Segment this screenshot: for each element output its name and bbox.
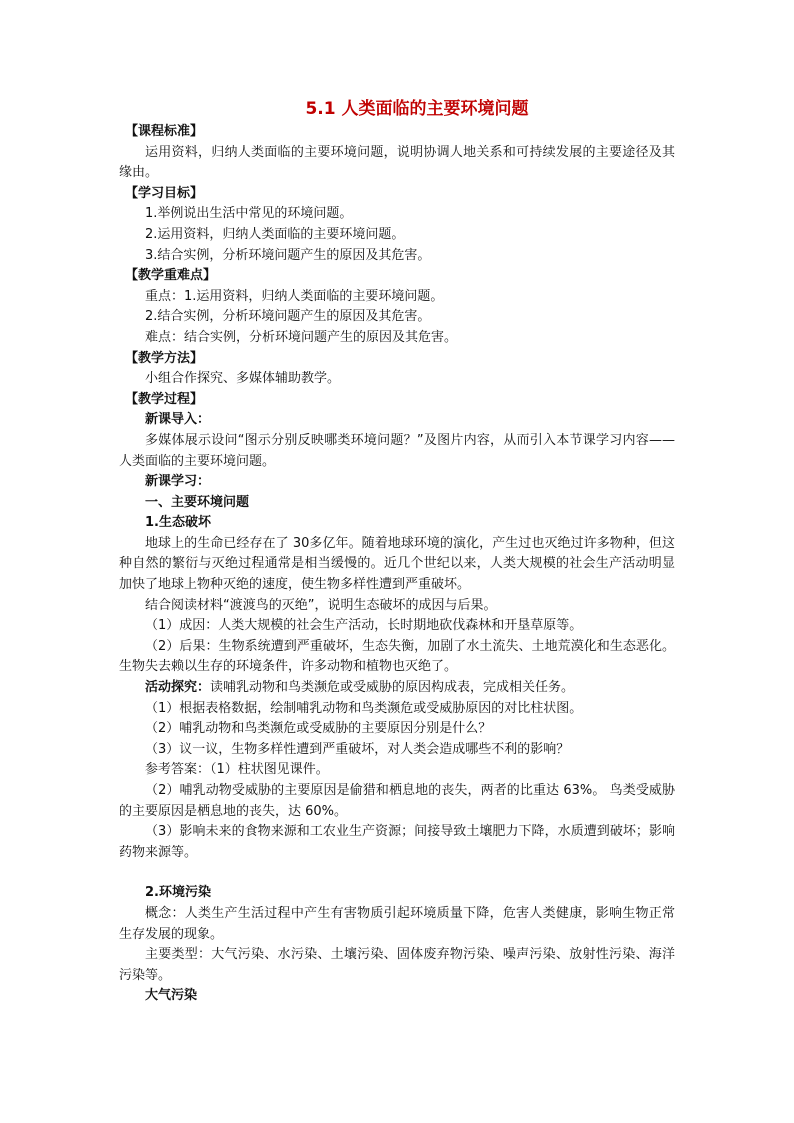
question-3: （3）议一议，生物多样性遭到严重破坏，对人类会造成哪些不利的影响？ bbox=[145, 741, 570, 757]
key-heading: 【教学重难点】 bbox=[125, 268, 217, 284]
new-lesson-label: 新课学习： bbox=[145, 474, 211, 490]
goals-heading: 【学习目标】 bbox=[125, 185, 204, 201]
answer-1: 参考答案：（1）柱状图见课件。 bbox=[145, 762, 329, 778]
air-pollution-heading: 大气污染 bbox=[145, 988, 198, 1004]
types-text: 主要类型：大气污染、水污染、土壤污染、固体废弃物污染、噪声污染、放射性污染、海洋污染等。 bbox=[119, 947, 675, 983]
activity-text: 读哺乳动物和鸟类濒危或受威胁的原因构成表，完成相关任务。 bbox=[210, 680, 575, 696]
activity-label: 活动探究： bbox=[145, 680, 211, 696]
goal-1: 1.举例说出生活中常见的环境问题。 bbox=[145, 206, 353, 222]
paragraph-1: 地球上的生命已经存在了 30多亿年。随着地球环境的演化，产生过也灭绝过许多物种，但这种自然的繁衍与灭绝过程通常是相当缓慢的。近几个世纪以来，人类大规模的社会生产活动明显加快了地球上物种灭绝的速度，使生物多样性遭到严重破坏。 bbox=[119, 535, 675, 593]
standard-text: 运用资料，归纳人类面临的主要环境问题，说明协调人地关系和可持续发展的主要途径及其缘由。 bbox=[119, 144, 675, 181]
sub-2-heading: 2.环境污染 bbox=[145, 885, 211, 901]
goal-3: 3.结合实例，分析环境问题产生的原因及其危害。 bbox=[145, 247, 431, 263]
standard-heading: 【课程标准】 bbox=[125, 124, 204, 139]
method-heading: 【教学方法】 bbox=[125, 350, 204, 366]
difficult-point: 难点：结合实例，分析环境问题产生的原因及其危害。 bbox=[145, 329, 458, 345]
key-point-1: 重点：1.运用资料，归纳人类面临的主要环境问题。 bbox=[145, 288, 444, 304]
cause-text: （1）成因：人类大规模的社会生产活动，长时期地砍伐森林和开垦草原等。 bbox=[145, 618, 583, 634]
blank-line bbox=[119, 863, 675, 883]
sub-1-heading: 1.生态破坏 bbox=[145, 515, 211, 531]
concept-text: 概念：人类生产生活过程中产生有害物质引起环境质量下降，危害人类健康，影响生物正常生存发展的现象。 bbox=[119, 905, 675, 942]
answer-2: （2）哺乳动物受威胁的主要原因是偷猎和栖息地的丧失，两者的比重达 63%。 鸟类受威胁的主要原因是栖息地的丧失，达 60%。 bbox=[119, 783, 675, 819]
activity-line bbox=[119, 678, 675, 699]
paragraph-2: 结合阅读材料“渡渡鸟的灭绝”，说明生态破坏的成因与后果。 bbox=[145, 597, 497, 613]
answer-3: （3）影响未来的食物来源和工农业生产资源；间接导致土壤肥力下降，水质遭到破坏；影响药物来源等。 bbox=[119, 824, 675, 860]
process-heading: 【教学过程】 bbox=[125, 391, 204, 407]
document-page bbox=[119, 98, 675, 1007]
consequence-text: （2）后果：生物系统遭到严重破坏，生态失衡，加剧了水土流失、土地荒漠化和生态恶化。生物失去赖以生存的环境条件，许多动物和植物也灭绝了。 bbox=[119, 638, 675, 675]
question-2: （2）哺乳动物和鸟类濒危或受威胁的主要原因分别是什么？ bbox=[145, 721, 492, 737]
method-text: 小组合作探究、多媒体辅助教学。 bbox=[145, 371, 341, 387]
intro-text: 多媒体展示设问“图示分别反映哪类环境问题？”及图片内容，从而引入本节课学习内容——人类面临的主要环境问题。 bbox=[119, 432, 675, 469]
goal-2: 2.运用资料，归纳人类面临的主要环境问题。 bbox=[145, 226, 405, 242]
intro-label: 新课导入： bbox=[145, 412, 211, 428]
key-point-2: 2.结合实例，分析环境问题产生的原因及其危害。 bbox=[145, 309, 431, 325]
question-1: （1）根据表格数据，绘制哺乳动物和鸟类濒危或受威胁原因的对比柱状图。 bbox=[145, 700, 583, 716]
page-title: 5.1 人类面临的主要环境问题 bbox=[305, 99, 529, 119]
part-1-heading: 一、主要环境问题 bbox=[145, 494, 250, 510]
